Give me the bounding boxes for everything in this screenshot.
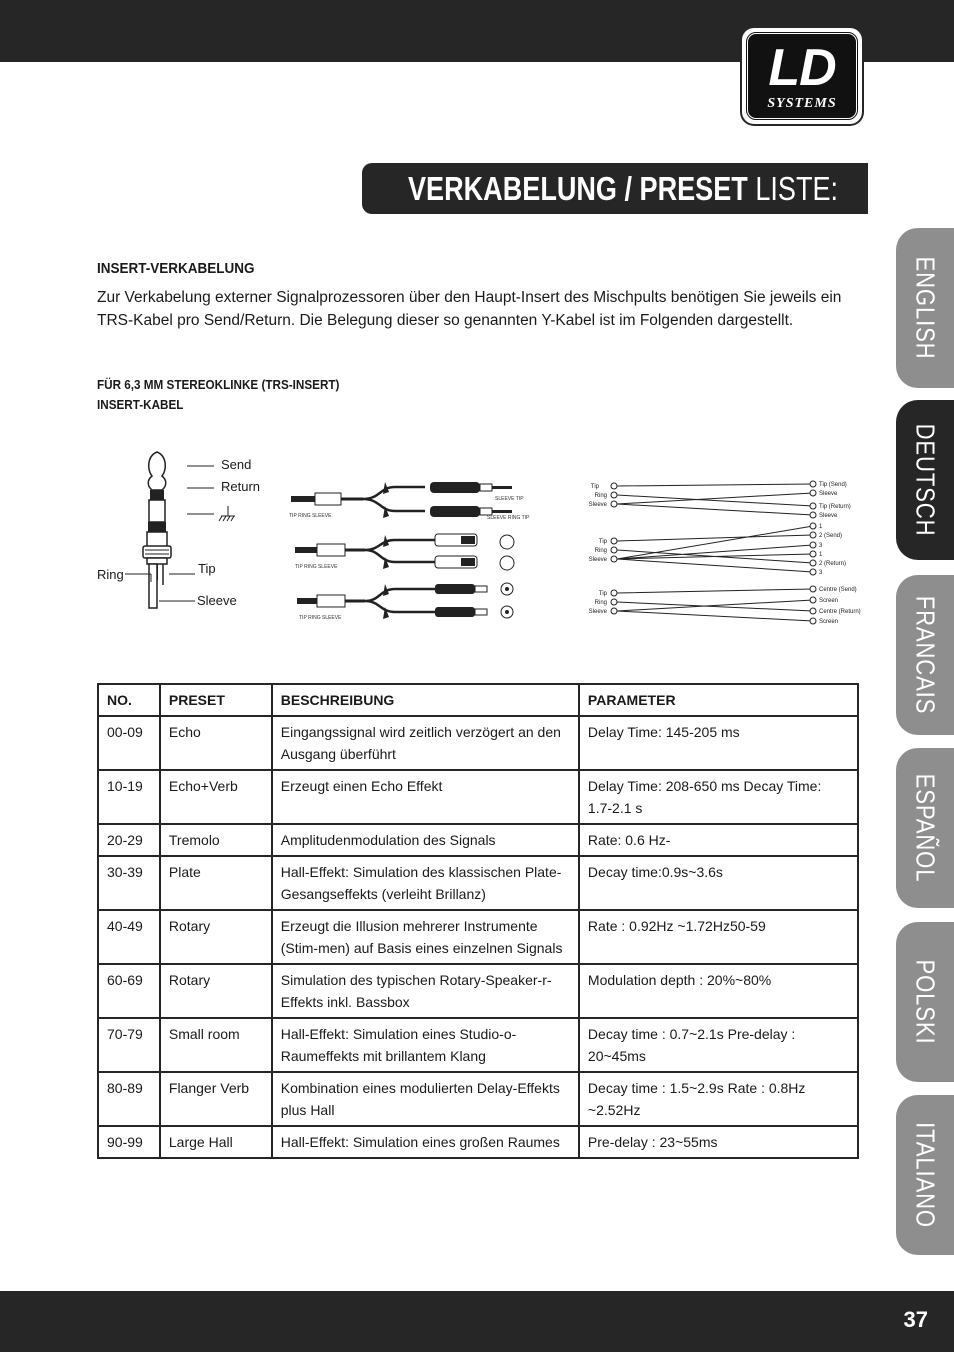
cell-preset: Flanger Verb [160, 1072, 272, 1126]
wiring-g2-right-3: 1 [819, 552, 823, 558]
cell-param: Pre-delay : 23~55ms [579, 1126, 858, 1158]
cell-preset: Tremolo [160, 824, 272, 856]
cell-param: Delay Time: 208-650 ms Decay Time: 1.7-2.1 s [579, 770, 858, 824]
wiring-g3-right-1: Screen [819, 598, 839, 604]
wiring-g1-left-ring: Ring [594, 493, 607, 499]
cell-no: 10-19 [98, 770, 160, 824]
cell-param: Delay Time: 145-205 ms [579, 716, 858, 770]
section-heading: INSERT-VERKABELUNG [97, 260, 255, 277]
wiring-g2-left-tip: Tip [598, 539, 607, 545]
cell-param: Decay time : 0.7~2.1s Pre-delay : 20~45ms [579, 1018, 858, 1072]
wiring-g3-left-tip: Tip [598, 591, 607, 597]
jack-base [147, 558, 167, 564]
tab-deutsch[interactable] [896, 400, 954, 560]
table-row [98, 824, 858, 856]
cell-preset: Plate [160, 856, 272, 910]
cell-param: Rate: 0.6 Hz- [579, 824, 858, 856]
cell-param: Decay time : 1.5~2.9s Rate : 0.8Hz ~2.52Hz [579, 1072, 858, 1126]
table-row [98, 910, 858, 964]
wiring-schematic [585, 476, 870, 631]
jack-tip [148, 452, 166, 490]
cell-no: 70-79 [98, 1018, 160, 1072]
wiring-g2-left-sleeve: Sleeve [588, 557, 607, 563]
cell-preset: Small room [160, 1018, 272, 1072]
page-title [408, 169, 838, 209]
cell-preset: Rotary [160, 964, 272, 1018]
jack-collar [143, 546, 171, 558]
tab-francais[interactable] [896, 575, 954, 735]
jack-insulator-1 [150, 490, 164, 500]
cell-desc: Simulation des typischen Rotary-Speaker-r-Effekts inkl. Bassbox [272, 964, 579, 1018]
cable-label-trs-3: TIP RING SLEEVE [299, 615, 342, 621]
cell-desc: Amplitudenmodulation des Signals [272, 824, 579, 856]
cable-trs-to-2trs [289, 482, 530, 521]
wiring-g1-left-tip: Tip [590, 484, 599, 490]
cell-preset: Echo+Verb [160, 770, 272, 824]
label-send: Send [221, 457, 252, 472]
logo-badge [747, 33, 857, 119]
preset-table [97, 683, 859, 1159]
cell-param: Rate : 0.92Hz ~1.72Hz50-59 [579, 910, 858, 964]
wiring-g1-right-1: Sleeve [819, 491, 838, 497]
tab-francais-label: FRANCAIS [910, 595, 941, 715]
wiring-g1-right-2: Tip (Return) [819, 504, 851, 510]
wiring-group-trs [589, 481, 851, 519]
wiring-g2-right-4: 2 (Return) [819, 561, 847, 567]
ld-systems-logo [742, 28, 862, 124]
table-row [98, 1018, 858, 1072]
cell-desc: Hall-Effekt: Simulation eines großen Raumes [272, 1126, 579, 1158]
wiring-g1-right-0: Tip (Send) [819, 482, 847, 488]
logo-main-text: LD [768, 39, 836, 97]
cell-preset: Echo [160, 716, 272, 770]
wiring-g2-right-5: 3 [819, 570, 823, 576]
cell-param: Decay time:0.9s~3.6s [579, 856, 858, 910]
tab-espanol-label: ESPAÑOL [910, 773, 941, 883]
tab-italiano-label: ITALIANO [910, 1122, 941, 1228]
cable-label-sleeve-tip: SLEEVE TIP [495, 496, 524, 502]
logo-sub-text: SYSTEMS [767, 96, 837, 111]
label-ring: Ring [97, 567, 124, 582]
trs-jack-diagram [95, 450, 275, 615]
tab-espanol[interactable] [896, 748, 954, 908]
cell-desc: Kombination eines modulierten Delay-Effekts plus Hall [272, 1072, 579, 1126]
tab-polski-label: POLSKI [910, 959, 941, 1045]
cable-label-sleeve-ring-tip: SLEEVE RING TIP [487, 515, 530, 521]
cell-param: Modulation depth : 20%~80% [579, 964, 858, 1018]
cell-no: 00-09 [98, 716, 160, 770]
header-parameter: PARAMETER [579, 684, 858, 716]
cell-desc: Erzeugt die Illusion mehrerer Instrumente (Stim-men) auf Basis eines einzelnen Signals [272, 910, 579, 964]
cable-trs-to-xlr [295, 534, 514, 570]
wiring-g2-right-2: 3 [819, 543, 823, 549]
tab-deutsch-label: DEUTSCH [910, 423, 941, 537]
wiring-g1-right-3: Sleeve [819, 513, 838, 519]
cell-desc: Hall-Effekt: Simulation eines Studio-o-Raumeffekts mit brillantem Klang [272, 1018, 579, 1072]
wiring-g3-left-ring: Ring [594, 600, 607, 606]
wiring-group-xlr [589, 523, 846, 576]
wiring-g3-right-2: Centre (Return) [819, 609, 861, 615]
table-row [98, 1126, 858, 1158]
tab-polski[interactable] [896, 922, 954, 1082]
cell-no: 60-69 [98, 964, 160, 1018]
cable-label-trs-2: TIP RING SLEEVE [295, 564, 338, 570]
tab-english[interactable] [896, 228, 954, 388]
page-number: 37 [903, 1307, 928, 1332]
page-title-normal: LISTE: [755, 170, 839, 207]
wiring-g1-left-sleeve: Sleeve [588, 502, 607, 508]
cell-desc: Hall-Effekt: Simulation des klassischen Plate-Gesangseffekts (verleiht Brillanz) [272, 856, 579, 910]
table-row [98, 964, 858, 1018]
jack-lug [149, 564, 157, 608]
table-row [98, 770, 858, 824]
tab-italiano[interactable] [896, 1095, 954, 1255]
label-sleeve: Sleeve [197, 593, 237, 608]
cell-preset: Rotary [160, 910, 272, 964]
header-no: NO. [98, 684, 160, 716]
wiring-g3-right-0: Centre (Send) [819, 587, 857, 593]
intro-paragraph: Zur Verkabelung externer Signalprozessoren über den Haupt-Insert des Mischpults benötigen Sie jeweils ein TRS-Kabel pro Send/Return. Die Belegung dieser so genannten Y-Kabel ist im Folgenden dargestellt. [97, 289, 842, 329]
wiring-g2-right-0: 1 [819, 524, 823, 530]
label-tip: Tip [198, 561, 216, 576]
wiring-g3-right-3: Screen [819, 619, 839, 625]
jack-insulator-2 [148, 522, 166, 532]
cable-diagrams [285, 470, 535, 630]
subheading-insert-cable: INSERT-KABEL [97, 397, 184, 412]
page-title-bold: VERKABELUNG / PRESET [408, 170, 748, 207]
bottom-bar [0, 1291, 954, 1352]
cell-desc: Erzeugt einen Echo Effekt [272, 770, 579, 824]
cell-no: 20-29 [98, 824, 160, 856]
cell-desc: Eingangssignal wird zeitlich verzögert an den Ausgang überführt [272, 716, 579, 770]
wiring-group-rca [589, 586, 861, 625]
table-header-row [98, 684, 858, 716]
cable-label-trs-1: TIP RING SLEEVE [289, 513, 332, 519]
cell-preset: Large Hall [160, 1126, 272, 1158]
page-title-bar [362, 163, 868, 214]
cell-no: 40-49 [98, 910, 160, 964]
table-row [98, 716, 858, 770]
cell-no: 30-39 [98, 856, 160, 910]
label-return: Return [221, 479, 261, 494]
jack-ring [149, 500, 165, 522]
cell-no: 90-99 [98, 1126, 160, 1158]
wiring-g2-left-ring: Ring [594, 548, 607, 554]
wiring-g3-left-sleeve: Sleeve [588, 609, 607, 615]
header-preset: PRESET [160, 684, 272, 716]
header-beschreibung: BESCHREIBUNG [272, 684, 579, 716]
cell-no: 80-89 [98, 1072, 160, 1126]
subheading-trs: FÜR 6,3 MM STEREOKLINKE (TRS-INSERT) [97, 377, 340, 392]
table-row [98, 856, 858, 910]
tab-english-label: ENGLISH [910, 256, 941, 360]
cable-trs-to-rca [297, 583, 513, 621]
table-row [98, 1072, 858, 1126]
wiring-g2-right-1: 2 (Send) [819, 533, 843, 539]
